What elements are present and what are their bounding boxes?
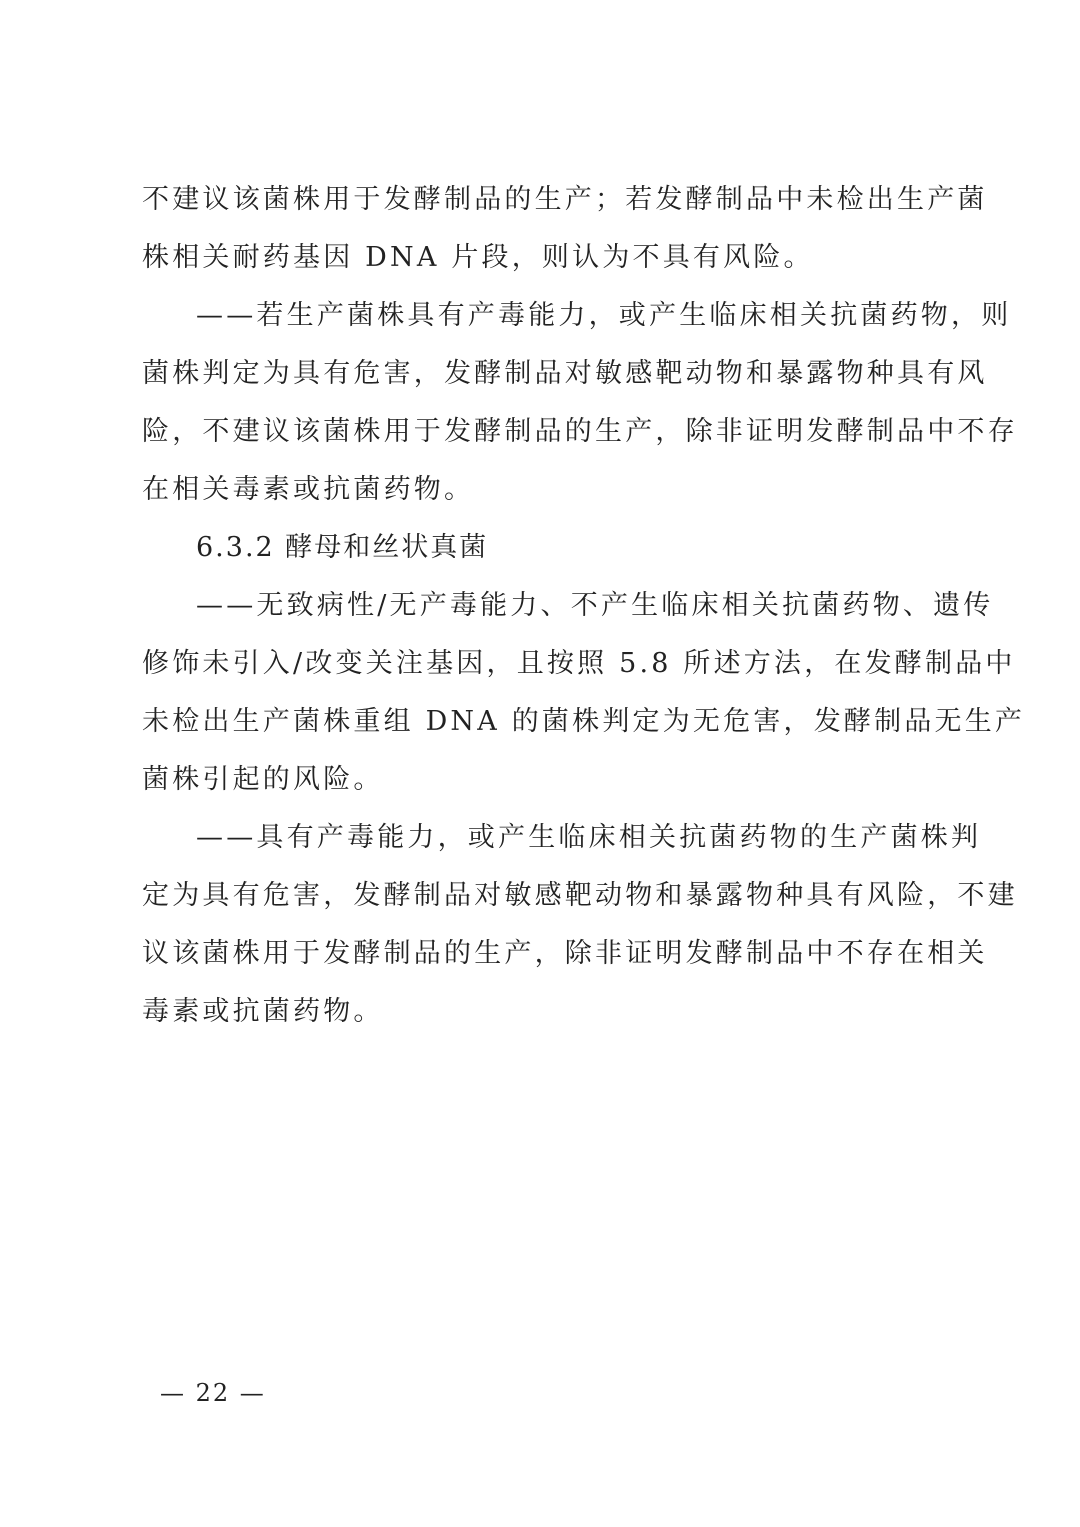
paragraph-4-line-4: 毒素或抗菌药物。 <box>142 996 384 1027</box>
paragraph-2-line-3: 险，不建议该菌株用于发酵制品的生产，除非证明发酵制品中不存 <box>142 416 1018 447</box>
paragraph-4-line-1: ——具有产毒能力，或产生临床相关抗菌药物的生产菌株判 <box>196 822 982 853</box>
paragraph-2-line-2: 菌株判定为具有危害，发酵制品对敏感靶动物和暴露物种具有风 <box>142 358 988 389</box>
paragraph-3-line-1: ——无致病性/无产毒能力、不产生临床相关抗菌药物、遗传 <box>196 590 994 621</box>
paragraph-3-line-3: 未检出生产菌株重组 DNA 的菌株判定为无危害，发酵制品无生产 <box>142 706 1026 737</box>
paragraph-4-line-3: 议该菌株用于发酵制品的生产，除非证明发酵制品中不存在相关 <box>142 938 988 969</box>
paragraph-1-line-1: 不建议该菌株用于发酵制品的生产；若发酵制品中未检出生产菌 <box>142 184 988 215</box>
page-number: — 22 — <box>160 1379 266 1407</box>
paragraph-2-line-1: ——若生产菌株具有产毒能力，或产生临床相关抗菌药物，则 <box>196 300 1012 331</box>
paragraph-3-line-4: 菌株引起的风险。 <box>142 764 384 795</box>
paragraph-1-line-2: 株相关耐药基因 DNA 片段，则认为不具有风险。 <box>142 242 814 273</box>
section-heading: 6.3.2 酵母和丝状真菌 <box>196 532 489 563</box>
paragraph-2-line-4: 在相关毒素或抗菌药物。 <box>142 474 475 505</box>
paragraph-4-line-2: 定为具有危害，发酵制品对敏感靶动物和暴露物种具有风险，不建 <box>142 880 1018 911</box>
paragraph-3-line-2: 修饰未引入/改变关注基因，且按照 5.8 所述方法，在发酵制品中 <box>142 648 1016 679</box>
